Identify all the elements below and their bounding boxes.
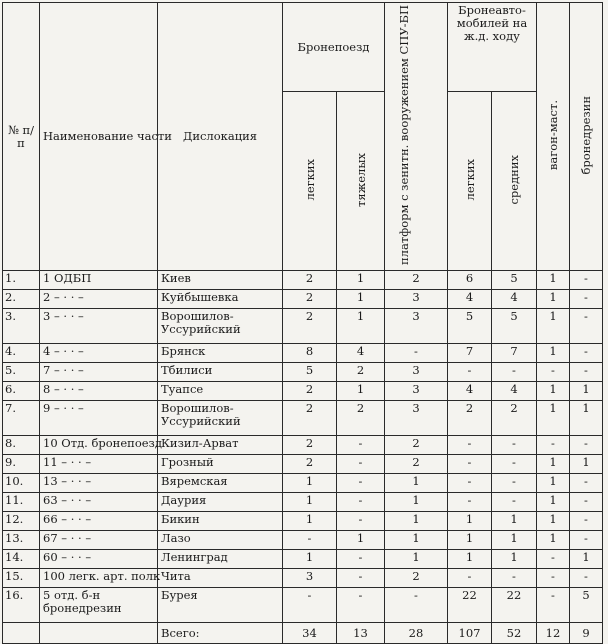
unit-name: 60 – · · – (40, 550, 158, 569)
table-body (3, 271, 603, 644)
value-cell: - (492, 363, 537, 382)
value-cell: 1 (283, 474, 337, 493)
row-number: 3. (3, 309, 40, 344)
value-cell: 5 (492, 271, 537, 290)
value-cell: - (570, 512, 603, 531)
value-cell: 1 (337, 309, 385, 344)
value-cell: - (537, 569, 570, 588)
value-cell: - (492, 455, 537, 474)
location: Киев (158, 271, 283, 290)
unit-name: 9 – · · – (40, 401, 158, 436)
value-cell: - (337, 588, 385, 623)
value-cell: - (337, 474, 385, 493)
row-number: 15. (3, 569, 40, 588)
value-cell: 7 (492, 344, 537, 363)
location: Тбилиси (158, 363, 283, 382)
value-cell: - (492, 436, 537, 455)
table-row (3, 455, 603, 474)
value-cell: 2 (448, 401, 492, 436)
value-cell: - (337, 512, 385, 531)
unit-name: 10 Отд. бронепоезд (40, 436, 158, 455)
value-cell: 2 (283, 271, 337, 290)
row-number: 2. (3, 290, 40, 309)
location: Бикин (158, 512, 283, 531)
value-cell: 2 (283, 382, 337, 401)
total-value: 107 (448, 623, 492, 644)
value-cell: - (337, 569, 385, 588)
value-cell: 2 (385, 569, 448, 588)
value-cell: 5 (492, 309, 537, 344)
value-cell: 2 (337, 363, 385, 382)
value-cell: 1 (537, 531, 570, 550)
unit-name: 2 – · · – (40, 290, 158, 309)
value-cell: 3 (385, 290, 448, 309)
header-light: легких (283, 92, 337, 271)
value-cell: - (570, 363, 603, 382)
value-cell: 1 (448, 531, 492, 550)
location: Вяремская (158, 474, 283, 493)
value-cell: 1 (537, 455, 570, 474)
value-cell: 1 (570, 455, 603, 474)
value-cell: 1 (448, 512, 492, 531)
value-cell: 1 (537, 512, 570, 531)
value-cell: 1 (337, 531, 385, 550)
value-cell: 1 (385, 531, 448, 550)
value-cell: - (570, 344, 603, 363)
value-cell: 1 (570, 382, 603, 401)
unit-name: 5 отд. б-н бронедрезин (40, 588, 158, 623)
total-value: 13 (337, 623, 385, 644)
units-table (2, 2, 603, 644)
location: Кизил-Арват (158, 436, 283, 455)
header-rail-cars: Бронеавто-мобилей на ж.д. ходу (448, 3, 537, 92)
value-cell: - (537, 588, 570, 623)
value-cell: 1 (337, 382, 385, 401)
value-cell: 4 (448, 290, 492, 309)
table-row (3, 309, 603, 344)
row-number: 5. (3, 363, 40, 382)
header-num: № п/п (3, 3, 40, 271)
value-cell: 3 (283, 569, 337, 588)
unit-name: 67 – · · – (40, 531, 158, 550)
value-cell: - (448, 569, 492, 588)
value-cell: 1 (283, 493, 337, 512)
row-number: 13. (3, 531, 40, 550)
value-cell: 4 (492, 382, 537, 401)
total-value: 52 (492, 623, 537, 644)
header-aa-platforms: платформ с зенитн. вооружением СПУ-БП (385, 3, 448, 271)
value-cell: 7 (448, 344, 492, 363)
value-cell: 2 (283, 401, 337, 436)
unit-name: 66 – · · – (40, 512, 158, 531)
value-cell: 1 (537, 401, 570, 436)
row-number: 1. (3, 271, 40, 290)
value-cell: - (492, 493, 537, 512)
table-row (3, 401, 603, 436)
value-cell: - (337, 436, 385, 455)
location: Ворошилов-Уссурийский (158, 309, 283, 344)
value-cell: - (570, 474, 603, 493)
value-cell: 1 (537, 474, 570, 493)
value-cell: 2 (385, 455, 448, 474)
row-number: 9. (3, 455, 40, 474)
location: Даурия (158, 493, 283, 512)
value-cell: - (283, 531, 337, 550)
value-cell: 1 (537, 382, 570, 401)
row-number: 8. (3, 436, 40, 455)
table-row (3, 550, 603, 569)
unit-name: 8 – · · – (40, 382, 158, 401)
value-cell: - (570, 309, 603, 344)
unit-name: 63 – · · – (40, 493, 158, 512)
value-cell: - (448, 436, 492, 455)
value-cell: 1 (283, 550, 337, 569)
total-value: 34 (283, 623, 337, 644)
value-cell: 1 (385, 474, 448, 493)
value-cell: 1 (570, 550, 603, 569)
value-cell: - (385, 588, 448, 623)
value-cell: 6 (448, 271, 492, 290)
table-row (3, 363, 603, 382)
value-cell: - (448, 455, 492, 474)
unit-name: 4 – · · – (40, 344, 158, 363)
row-number: 4. (3, 344, 40, 363)
total-row (3, 623, 603, 644)
value-cell: - (448, 493, 492, 512)
value-cell: 5 (283, 363, 337, 382)
location: Куйбышевка (158, 290, 283, 309)
total-value: 9 (570, 623, 603, 644)
value-cell: 2 (337, 401, 385, 436)
row-number: 7. (3, 401, 40, 436)
table-row (3, 436, 603, 455)
value-cell: 1 (492, 512, 537, 531)
header-armored-trains: Бронепоезд (283, 3, 385, 92)
value-cell: - (570, 531, 603, 550)
value-cell: 1 (537, 271, 570, 290)
location: Бурея (158, 588, 283, 623)
value-cell: - (570, 436, 603, 455)
table-row (3, 493, 603, 512)
value-cell: 1 (537, 290, 570, 309)
table-row (3, 569, 603, 588)
location: Грозный (158, 455, 283, 474)
value-cell: 8 (283, 344, 337, 363)
table-row (3, 344, 603, 363)
header-railcar: бронедрезин (570, 3, 603, 271)
value-cell: - (537, 363, 570, 382)
value-cell: - (570, 271, 603, 290)
value-cell: - (537, 436, 570, 455)
value-cell: 4 (448, 382, 492, 401)
value-cell: 1 (448, 550, 492, 569)
unit-name: 3 – · · – (40, 309, 158, 344)
total-value: 28 (385, 623, 448, 644)
header-light2: легких (448, 92, 492, 271)
value-cell: 1 (337, 290, 385, 309)
header-heavy: тяжелых (337, 92, 385, 271)
value-cell: - (337, 550, 385, 569)
value-cell: 22 (448, 588, 492, 623)
value-cell: - (492, 569, 537, 588)
value-cell: 3 (385, 309, 448, 344)
value-cell: 1 (385, 493, 448, 512)
value-cell: - (448, 363, 492, 382)
row-number: 10. (3, 474, 40, 493)
value-cell: 3 (385, 363, 448, 382)
table-row (3, 382, 603, 401)
value-cell: 1 (385, 550, 448, 569)
table-row (3, 290, 603, 309)
value-cell: 1 (492, 550, 537, 569)
header-unit: Наименование части (40, 3, 158, 271)
location: Ворошилов-Уссурийский (158, 401, 283, 436)
value-cell: 1 (537, 344, 570, 363)
value-cell: - (570, 290, 603, 309)
value-cell: - (492, 474, 537, 493)
unit-name: 1 ОДБП (40, 271, 158, 290)
location: Брянск (158, 344, 283, 363)
value-cell: 5 (570, 588, 603, 623)
value-cell: 1 (537, 493, 570, 512)
total-empty-num (3, 623, 40, 644)
value-cell: - (537, 550, 570, 569)
value-cell: - (570, 493, 603, 512)
value-cell: 2 (385, 436, 448, 455)
value-cell: - (283, 588, 337, 623)
row-number: 16. (3, 588, 40, 623)
value-cell: 1 (337, 271, 385, 290)
table-row (3, 588, 603, 623)
value-cell: 22 (492, 588, 537, 623)
row-number: 11. (3, 493, 40, 512)
value-cell: 2 (283, 309, 337, 344)
row-number: 6. (3, 382, 40, 401)
value-cell: 4 (492, 290, 537, 309)
value-cell: - (448, 474, 492, 493)
unit-name: 11 – · · – (40, 455, 158, 474)
location: Туапсе (158, 382, 283, 401)
header-workshop: вагон-маст. (537, 3, 570, 271)
table-row (3, 474, 603, 493)
table-row (3, 512, 603, 531)
row-number: 12. (3, 512, 40, 531)
value-cell: - (570, 569, 603, 588)
total-empty-unit (40, 623, 158, 644)
value-cell: - (337, 455, 385, 474)
value-cell: 2 (385, 271, 448, 290)
value-cell: 2 (492, 401, 537, 436)
unit-name: 7 – · · – (40, 363, 158, 382)
header-medium: средних (492, 92, 537, 271)
value-cell: 1 (283, 512, 337, 531)
value-cell: - (385, 344, 448, 363)
value-cell: 1 (385, 512, 448, 531)
row-number: 14. (3, 550, 40, 569)
value-cell: 1 (570, 401, 603, 436)
value-cell: 3 (385, 401, 448, 436)
value-cell: 4 (337, 344, 385, 363)
unit-name: 100 легк. арт. полк (40, 569, 158, 588)
value-cell: 2 (283, 436, 337, 455)
location: Лазо (158, 531, 283, 550)
total-value: 12 (537, 623, 570, 644)
unit-name: 13 – · · – (40, 474, 158, 493)
value-cell: 1 (492, 531, 537, 550)
value-cell: 2 (283, 455, 337, 474)
table-row (3, 271, 603, 290)
header-location: Дислокация (158, 3, 283, 271)
value-cell: 3 (385, 382, 448, 401)
location: Ленинград (158, 550, 283, 569)
table-row (3, 531, 603, 550)
location: Чита (158, 569, 283, 588)
total-label: Всего: (158, 623, 283, 644)
table-header (3, 3, 603, 271)
value-cell: 5 (448, 309, 492, 344)
value-cell: 1 (537, 309, 570, 344)
value-cell: 2 (283, 290, 337, 309)
value-cell: - (337, 493, 385, 512)
